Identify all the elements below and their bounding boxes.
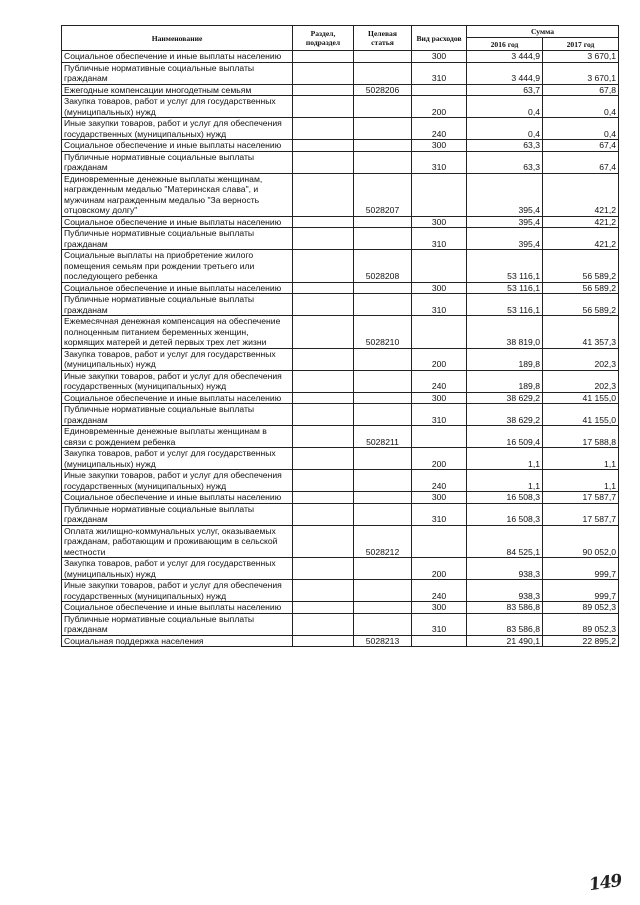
row-type: 240: [412, 118, 467, 140]
row-name: Публичные нормативные социальные выплаты гражданам: [62, 62, 293, 84]
row-type: 310: [412, 613, 467, 635]
table-row: [62, 140, 619, 152]
row-value-2017: 421,2: [543, 173, 619, 216]
row-value-2016: 1,1: [467, 448, 543, 470]
row-target: [354, 62, 412, 84]
row-type: [412, 426, 467, 448]
row-name: Социальная поддержка населения: [62, 635, 293, 647]
table-row: [62, 96, 619, 118]
row-target: [354, 294, 412, 316]
row-section: [293, 613, 354, 635]
row-type: 310: [412, 62, 467, 84]
row-value-2016: 63,3: [467, 151, 543, 173]
table-row: [62, 294, 619, 316]
row-name: Единовременные денежные выплаты женщинам, награжденным медалью "Материнская слава", и мужчинам награжденным медалью "За верность отцовскому долгу": [62, 173, 293, 216]
row-section: [293, 62, 354, 84]
row-type: 200: [412, 96, 467, 118]
row-value-2017: 67,8: [543, 84, 619, 96]
budget-table: [61, 25, 619, 647]
row-value-2016: 395,4: [467, 173, 543, 216]
row-section: [293, 370, 354, 392]
row-value-2017: 17 587,7: [543, 503, 619, 525]
row-value-2017: 41 155,0: [543, 392, 619, 404]
row-value-2016: 395,4: [467, 228, 543, 250]
row-type: 240: [412, 580, 467, 602]
table-row: [62, 62, 619, 84]
row-value-2016: 38 819,0: [467, 316, 543, 349]
row-type: [412, 173, 467, 216]
table-row: [62, 282, 619, 294]
header-year-2017: 2017 год: [543, 38, 619, 51]
row-value-2017: 56 589,2: [543, 250, 619, 283]
row-name: Иные закупки товаров, работ и услуг для обеспечения государственных (муниципальных) нужд: [62, 370, 293, 392]
header-type: Вид расходов: [412, 26, 467, 51]
row-target: [354, 558, 412, 580]
row-value-2016: 38 629,2: [467, 404, 543, 426]
table-row: [62, 51, 619, 63]
row-section: [293, 151, 354, 173]
row-name: Социальное обеспечение и иные выплаты населению: [62, 392, 293, 404]
row-target: [354, 470, 412, 492]
row-name: Публичные нормативные социальные выплаты гражданам: [62, 294, 293, 316]
row-target: [354, 392, 412, 404]
row-value-2017: 89 052,3: [543, 613, 619, 635]
table-row: [62, 492, 619, 504]
row-value-2016: 83 586,8: [467, 613, 543, 635]
row-section: [293, 250, 354, 283]
row-value-2016: 395,4: [467, 216, 543, 228]
row-section: [293, 96, 354, 118]
row-value-2016: 3 444,9: [467, 51, 543, 63]
row-value-2016: 53 116,1: [467, 282, 543, 294]
row-section: [293, 426, 354, 448]
row-value-2016: 0,4: [467, 96, 543, 118]
row-target: [354, 96, 412, 118]
row-name: Социальные выплаты на приобретение жилого помещения семьям при рождении третьего или последующего ребенка: [62, 250, 293, 283]
row-section: [293, 173, 354, 216]
row-target: [354, 602, 412, 614]
row-type: [412, 250, 467, 283]
row-section: [293, 118, 354, 140]
row-target: 5028207: [354, 173, 412, 216]
row-type: [412, 635, 467, 647]
row-type: 310: [412, 228, 467, 250]
row-type: 300: [412, 602, 467, 614]
row-value-2017: 90 052,0: [543, 525, 619, 558]
row-type: 300: [412, 492, 467, 504]
row-name: Ежегодные компенсации многодетным семьям: [62, 84, 293, 96]
row-value-2016: 3 444,9: [467, 62, 543, 84]
row-name: Социальное обеспечение и иные выплаты населению: [62, 51, 293, 63]
row-name: Иные закупки товаров, работ и услуг для обеспечения государственных (муниципальных) нужд: [62, 580, 293, 602]
row-type: 310: [412, 404, 467, 426]
row-target: [354, 282, 412, 294]
row-section: [293, 216, 354, 228]
row-target: 5028208: [354, 250, 412, 283]
table-row: [62, 448, 619, 470]
row-target: [354, 404, 412, 426]
row-section: [293, 140, 354, 152]
row-type: 310: [412, 151, 467, 173]
row-section: [293, 448, 354, 470]
row-section: [293, 470, 354, 492]
row-target: [354, 140, 412, 152]
table-row: [62, 503, 619, 525]
row-value-2017: 421,2: [543, 216, 619, 228]
row-target: [354, 51, 412, 63]
row-type: [412, 84, 467, 96]
row-value-2017: 999,7: [543, 580, 619, 602]
row-type: 240: [412, 370, 467, 392]
row-section: [293, 228, 354, 250]
table-header: [62, 26, 619, 51]
row-section: [293, 558, 354, 580]
row-name: Оплата жилищно-коммунальных услуг, оказываемых гражданам, работающим и проживающим в сельской местности: [62, 525, 293, 558]
row-value-2016: 16 508,3: [467, 503, 543, 525]
row-target: 5028210: [354, 316, 412, 349]
row-value-2016: 53 116,1: [467, 294, 543, 316]
row-type: 200: [412, 348, 467, 370]
row-value-2017: 421,2: [543, 228, 619, 250]
row-name: Закупка товаров, работ и услуг для государственных (муниципальных) нужд: [62, 96, 293, 118]
row-value-2017: 999,7: [543, 558, 619, 580]
row-value-2017: 3 670,1: [543, 51, 619, 63]
row-type: 310: [412, 294, 467, 316]
table-row: [62, 602, 619, 614]
row-type: 200: [412, 448, 467, 470]
row-name: Ежемесячная денежная компенсация на обеспечение полноценным питанием беременных женщин, кормящих матерей и детей первых трех лет жизни: [62, 316, 293, 349]
row-section: [293, 51, 354, 63]
row-name: Единовременные денежные выплаты женщинам в связи с рождением ребенка: [62, 426, 293, 448]
row-value-2016: 938,3: [467, 558, 543, 580]
row-value-2016: 1,1: [467, 470, 543, 492]
row-value-2016: 16 509,4: [467, 426, 543, 448]
row-value-2017: 17 587,7: [543, 492, 619, 504]
row-target: 5028213: [354, 635, 412, 647]
row-section: [293, 602, 354, 614]
row-value-2016: 63,7: [467, 84, 543, 96]
row-value-2017: 41 357,3: [543, 316, 619, 349]
row-name: Публичные нормативные социальные выплаты гражданам: [62, 613, 293, 635]
row-type: 240: [412, 470, 467, 492]
table-row: [62, 316, 619, 349]
row-value-2017: 89 052,3: [543, 602, 619, 614]
table-row: [62, 635, 619, 647]
row-value-2016: 38 629,2: [467, 392, 543, 404]
header-section: Раздел, подраздел: [293, 26, 354, 51]
row-value-2016: 53 116,1: [467, 250, 543, 283]
row-section: [293, 84, 354, 96]
row-value-2016: 189,8: [467, 370, 543, 392]
table-row: [62, 250, 619, 283]
table-row: [62, 426, 619, 448]
row-value-2016: 189,8: [467, 348, 543, 370]
table-row: [62, 404, 619, 426]
row-section: [293, 492, 354, 504]
row-target: [354, 370, 412, 392]
row-target: [354, 503, 412, 525]
row-section: [293, 348, 354, 370]
table-row: [62, 470, 619, 492]
row-value-2017: 0,4: [543, 96, 619, 118]
row-target: [354, 492, 412, 504]
table-row: [62, 228, 619, 250]
row-type: 300: [412, 282, 467, 294]
row-name: Закупка товаров, работ и услуг для государственных (муниципальных) нужд: [62, 448, 293, 470]
row-name: Публичные нормативные социальные выплаты гражданам: [62, 503, 293, 525]
row-type: 200: [412, 558, 467, 580]
row-value-2017: 1,1: [543, 470, 619, 492]
table-row: [62, 173, 619, 216]
row-value-2017: 202,3: [543, 370, 619, 392]
table-row: [62, 613, 619, 635]
row-name: Иные закупки товаров, работ и услуг для обеспечения государственных (муниципальных) нужд: [62, 470, 293, 492]
row-value-2016: 0,4: [467, 118, 543, 140]
page-number: 149: [587, 870, 623, 896]
table-row: [62, 84, 619, 96]
row-value-2016: 16 508,3: [467, 492, 543, 504]
row-section: [293, 294, 354, 316]
row-type: 300: [412, 216, 467, 228]
row-name: Закупка товаров, работ и услуг для государственных (муниципальных) нужд: [62, 348, 293, 370]
table-row: [62, 558, 619, 580]
row-section: [293, 316, 354, 349]
row-value-2016: 938,3: [467, 580, 543, 602]
row-name: Публичные нормативные социальные выплаты гражданам: [62, 228, 293, 250]
row-value-2017: 56 589,2: [543, 294, 619, 316]
row-section: [293, 392, 354, 404]
row-target: [354, 613, 412, 635]
row-type: 300: [412, 140, 467, 152]
row-value-2017: 17 588,8: [543, 426, 619, 448]
row-target: [354, 216, 412, 228]
row-target: 5028211: [354, 426, 412, 448]
row-name: Публичные нормативные социальные выплаты гражданам: [62, 151, 293, 173]
row-value-2017: 41 155,0: [543, 404, 619, 426]
row-section: [293, 635, 354, 647]
table-row: [62, 216, 619, 228]
row-type: [412, 525, 467, 558]
table-row: [62, 118, 619, 140]
row-name: Публичные нормативные социальные выплаты гражданам: [62, 404, 293, 426]
row-value-2017: 56 589,2: [543, 282, 619, 294]
row-type: 300: [412, 51, 467, 63]
header-target: Целевая статья: [354, 26, 412, 51]
row-value-2017: 1,1: [543, 448, 619, 470]
table-row: [62, 151, 619, 173]
row-section: [293, 282, 354, 294]
header-year-2016: 2016 год: [467, 38, 543, 51]
table-row: [62, 580, 619, 602]
row-target: 5028206: [354, 84, 412, 96]
row-target: 5028212: [354, 525, 412, 558]
row-value-2017: 3 670,1: [543, 62, 619, 84]
row-target: [354, 448, 412, 470]
row-name: Социальное обеспечение и иные выплаты населению: [62, 492, 293, 504]
row-value-2017: 67,4: [543, 151, 619, 173]
row-section: [293, 404, 354, 426]
row-section: [293, 503, 354, 525]
row-value-2017: 0,4: [543, 118, 619, 140]
row-value-2017: 202,3: [543, 348, 619, 370]
table-row: [62, 370, 619, 392]
row-name: Социальное обеспечение и иные выплаты населению: [62, 282, 293, 294]
header-sum: Сумма: [467, 26, 619, 38]
row-target: [354, 151, 412, 173]
row-target: [354, 580, 412, 602]
row-value-2016: 84 525,1: [467, 525, 543, 558]
row-target: [354, 228, 412, 250]
row-value-2016: 83 586,8: [467, 602, 543, 614]
table-row: [62, 348, 619, 370]
row-type: 300: [412, 392, 467, 404]
row-type: 310: [412, 503, 467, 525]
row-value-2016: 21 490,1: [467, 635, 543, 647]
row-name: Иные закупки товаров, работ и услуг для обеспечения государственных (муниципальных) нужд: [62, 118, 293, 140]
row-value-2017: 67,4: [543, 140, 619, 152]
table-row: [62, 392, 619, 404]
table-row: [62, 525, 619, 558]
row-section: [293, 580, 354, 602]
row-type: [412, 316, 467, 349]
table-body: [62, 51, 619, 647]
header-name: Наименование: [62, 26, 293, 51]
row-section: [293, 525, 354, 558]
row-name: Закупка товаров, работ и услуг для государственных (муниципальных) нужд: [62, 558, 293, 580]
row-target: [354, 118, 412, 140]
row-value-2017: 22 895,2: [543, 635, 619, 647]
row-value-2016: 63,3: [467, 140, 543, 152]
row-name: Социальное обеспечение и иные выплаты населению: [62, 602, 293, 614]
row-name: Социальное обеспечение и иные выплаты населению: [62, 216, 293, 228]
row-target: [354, 348, 412, 370]
row-name: Социальное обеспечение и иные выплаты населению: [62, 140, 293, 152]
